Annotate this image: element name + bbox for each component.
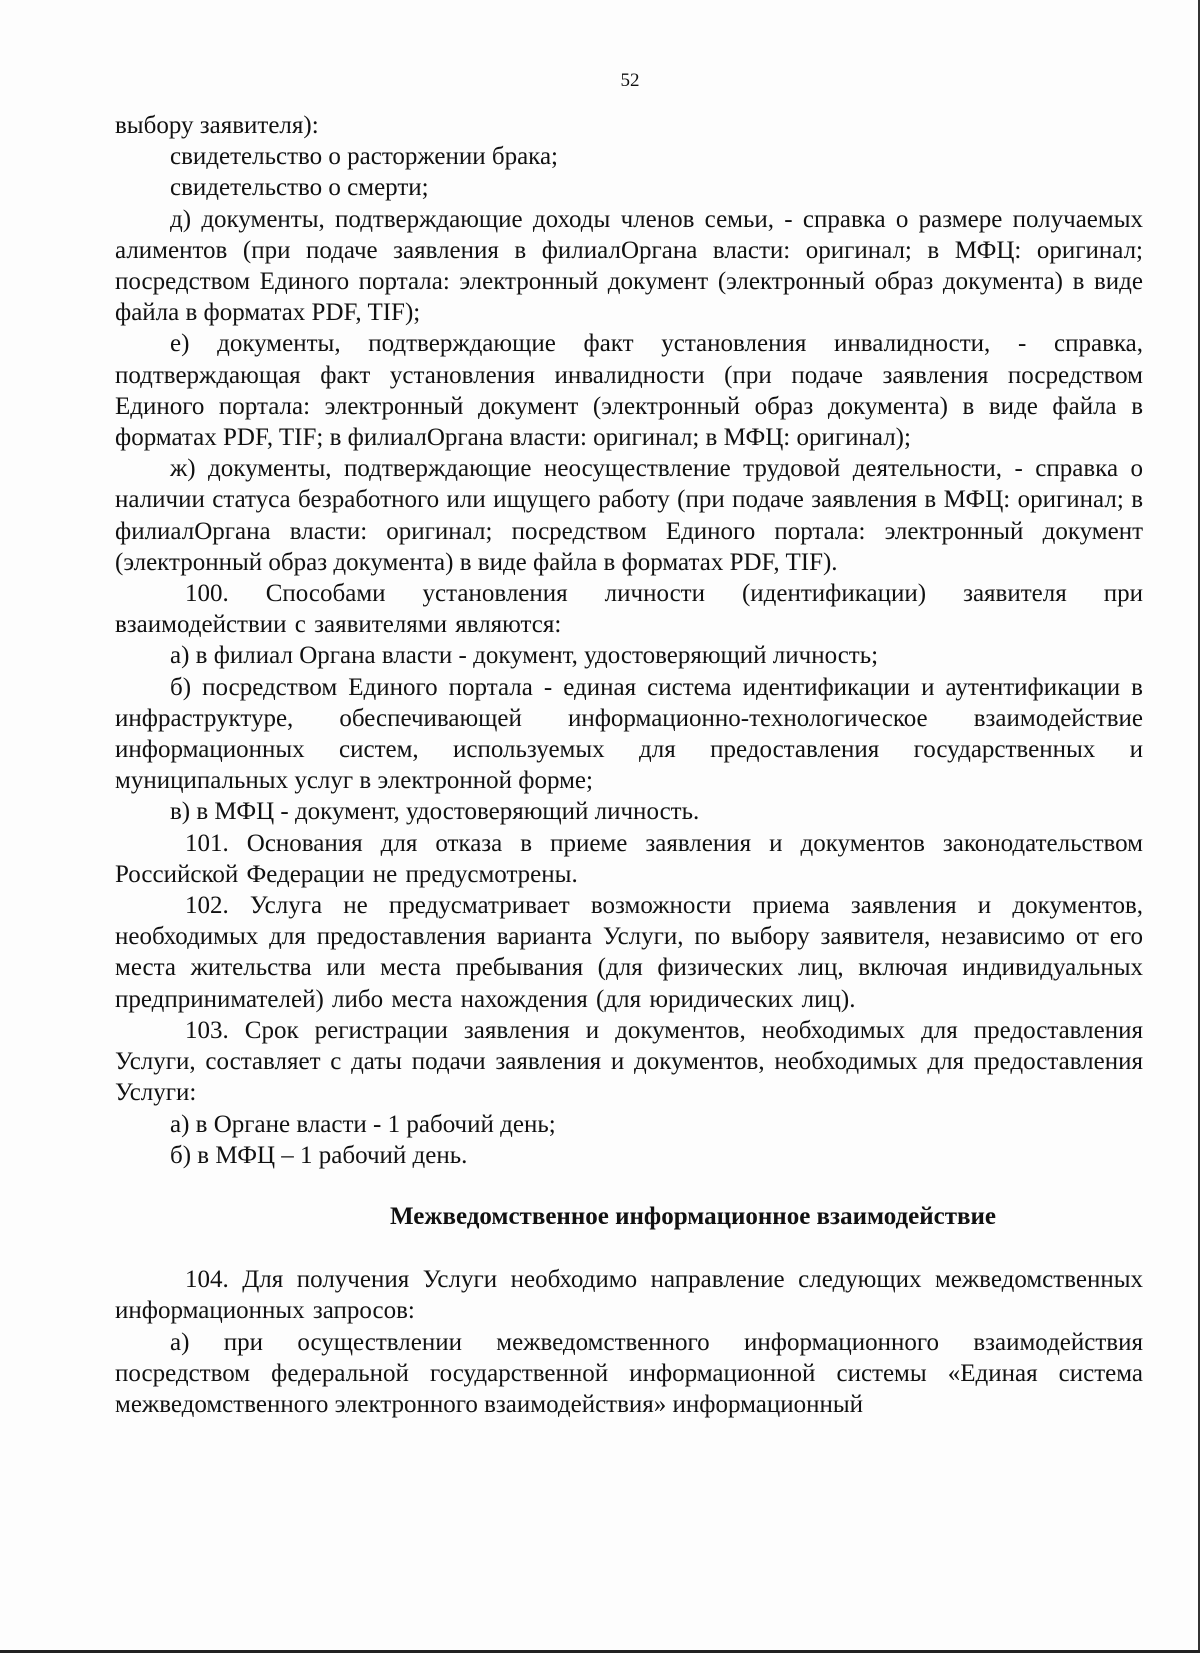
paragraph: а) при осуществлении межведомственного информационного взаимодействия посредством федеральной государственной информационной системы «Единая система межведомственного электронного взаимодействия» информационный [115, 1328, 1143, 1418]
paragraph: в) в МФЦ - документ, удостоверяющий личность. [170, 798, 700, 826]
paragraphs-before-heading [115, 110, 1143, 1171]
document-body [115, 110, 1143, 1420]
paragraph: д) документы, подтверждающие доходы членов семьи, - справка о размере получаемых алиментов (при подаче заявления в филиалОргана власти: оригинал; в МФЦ: оригинал; посредством Единого портала: электронный документ (электронный образ документа) в виде файла в форматах PDF, TIF); [115, 205, 1143, 327]
paragraph: выбору заявителя): [115, 112, 319, 139]
paragraph: ж) документы, подтверждающие неосуществление трудовой деятельности, - справка о наличии статуса безработного или ищущего работу (при подаче заявления в МФЦ: оригинал; в филиалОргана власти: оригинал; посредством Единого портала: электронный документ (электронный образ документа) в виде файла в форматах PDF, TIF). [115, 455, 1143, 576]
paragraph: 101. Основания для отказа в приеме заявления и документов законодательством Российской Федерации не предусмотрены. [115, 829, 1143, 888]
paragraph: а) в Органе власти - 1 рабочий день; [170, 1110, 556, 1138]
paragraph: свидетельство о смерти; [170, 174, 429, 202]
paragraph: 103. Срок регистрации заявления и документов, необходимых для предоставления Услуги, составляет с даты подачи заявления и документов, необходимых для предоставления Услуги: [115, 1016, 1143, 1107]
paragraph: 104. Для получения Услуги необходимо направление следующих межведомственных информационных запросов: [115, 1266, 1143, 1325]
page-number: 52 [620, 70, 640, 91]
paragraph: б) посредством Единого портала - единая система идентификации и аутентификации в инфраструктуре, обеспечивающей информационно-технологическое взаимодействие информационных систем, используемых для предоставления государственных и муниципальных услуг в электронной форме; [115, 673, 1143, 795]
paragraph: б) в МФЦ – 1 рабочий день. [170, 1141, 468, 1169]
paragraphs-after-heading [115, 1264, 1143, 1420]
paragraph: свидетельство о расторжении брака; [170, 143, 558, 171]
section-heading: Межведомственное информационное взаимодействие [390, 1202, 996, 1230]
paragraph: 102. Услуга не предусматривает возможности приема заявления и документов, необходимых для предоставления варианта Услуги, по выбору заявителя, независимо от его места жительства или места пребывания (для физических лиц, включая индивидуальных предпринимателей) либо места нахождения (для юридических лиц). [115, 892, 1143, 1013]
paragraph: 100. Способами установления личности (идентификации) заявителя при взаимодействии с заявителями являются: [115, 580, 1143, 639]
paragraph: а) в филиал Органа власти - документ, удостоверяющий личность; [170, 642, 879, 670]
paragraph: е) документы, подтверждающие факт установления инвалидности, - справка, подтверждающая факт установления инвалидности (при подаче заявления посредством Единого портала: электронный документ (электронный образ документа) в виде файла в форматах PDF, TIF; в филиалОргана власти: оригинал; в МФЦ: оригинал); [115, 330, 1143, 452]
